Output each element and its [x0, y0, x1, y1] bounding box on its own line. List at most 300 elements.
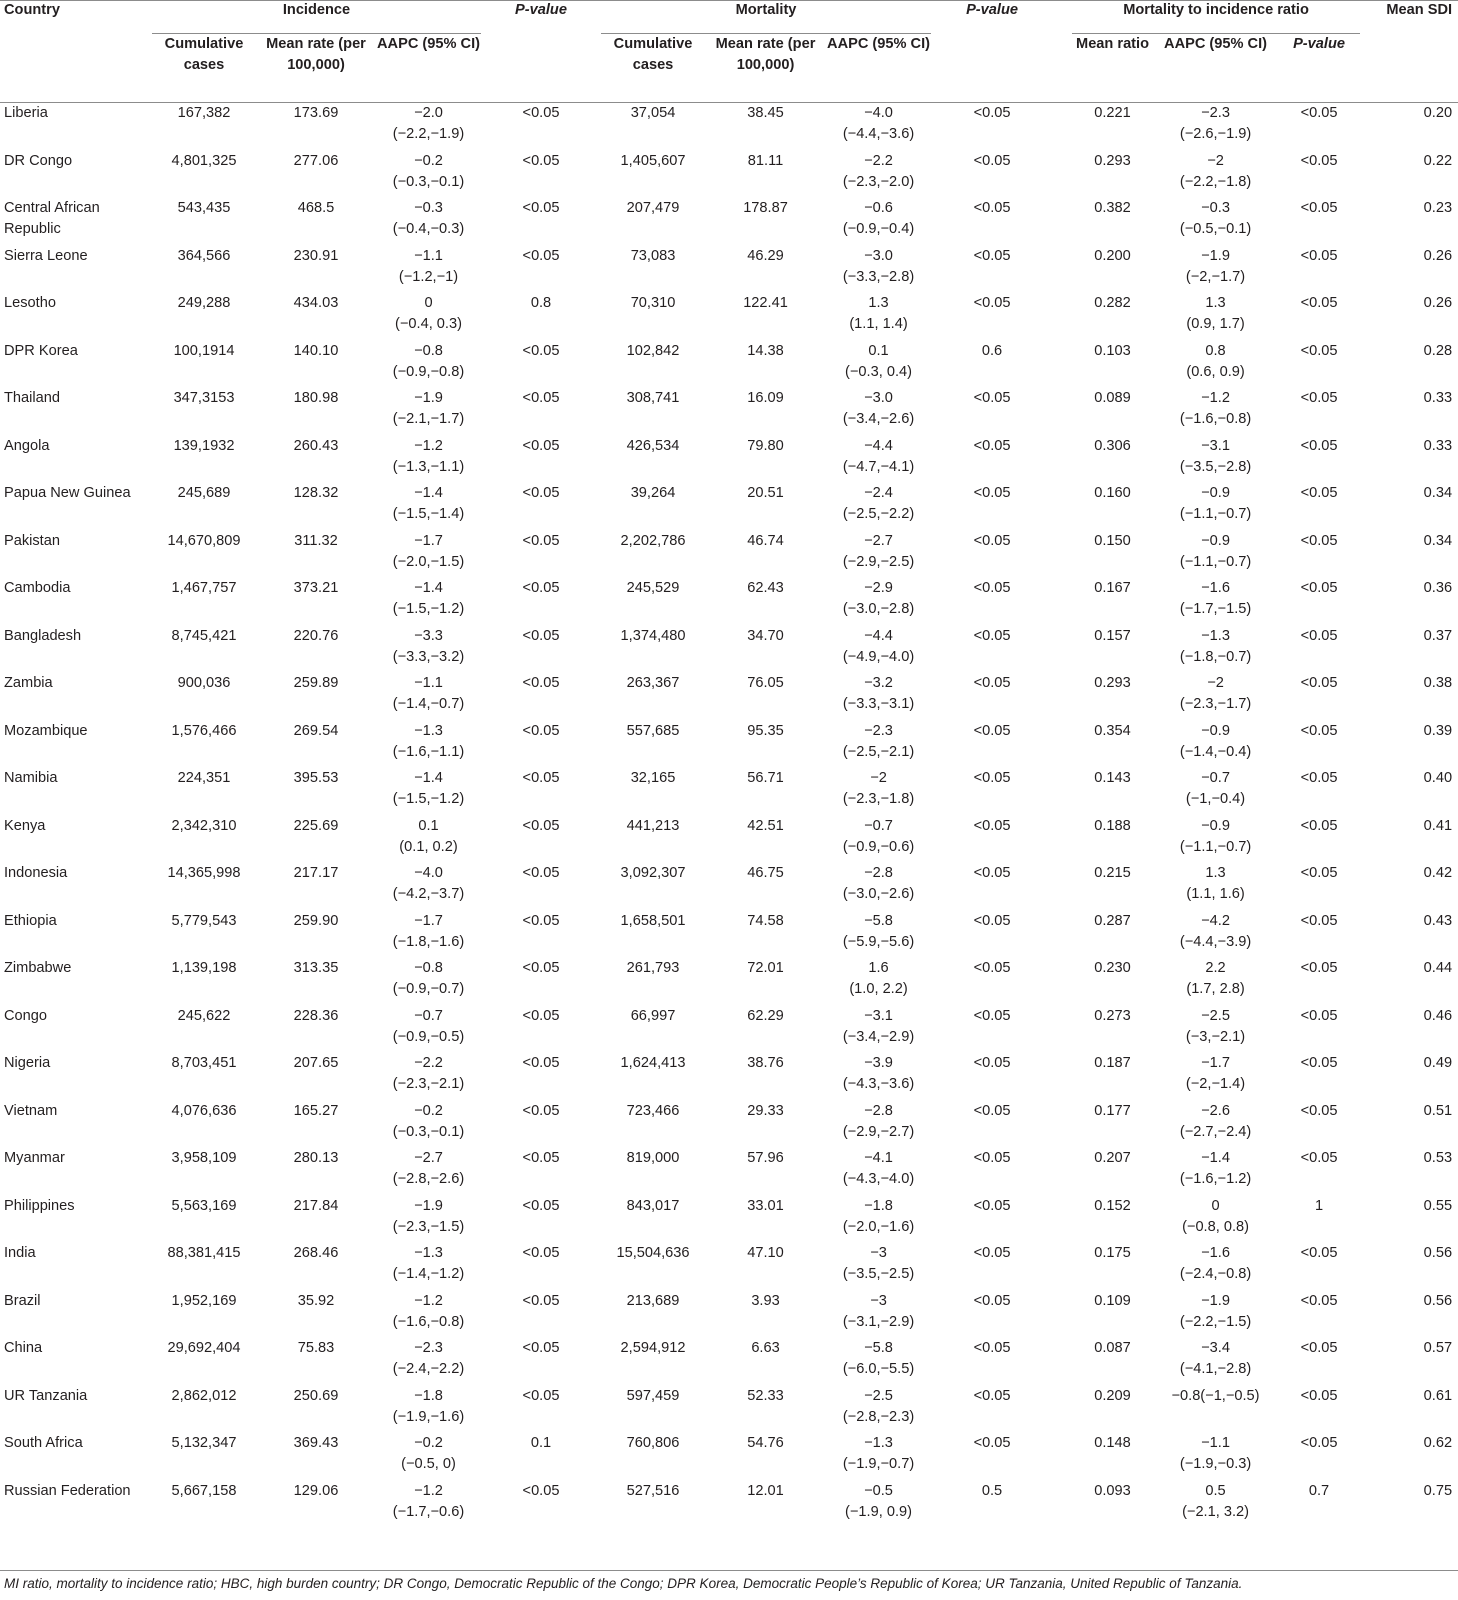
mort-pvalue-cell: [931, 151, 1053, 199]
country-cell: [0, 1053, 152, 1101]
inc-aapc-value: −3.3: [414, 627, 443, 644]
inc-p-value: <0.05: [522, 1482, 560, 1499]
mean-sdi-cell: [1360, 436, 1458, 484]
inc-mean-rate-cell: [256, 151, 376, 199]
sdi-value: 0.56: [1423, 1245, 1453, 1261]
mir-ratio-cell: [1072, 198, 1153, 246]
mort-cumulative-cell: [601, 721, 705, 769]
mort-p-value: <0.05: [973, 390, 1011, 406]
table-row: [0, 293, 1458, 341]
country-value: Sierra Leone: [4, 247, 88, 264]
table-row: [0, 958, 1458, 1006]
table-row: [0, 673, 1458, 721]
header-row-1: [0, 0, 1458, 34]
mir-aapc-value: −4.2: [1201, 912, 1230, 929]
inc-aapc-value: −1.7: [414, 532, 443, 549]
mort-p-value: <0.05: [973, 532, 1011, 549]
country-value: Zambia: [4, 675, 53, 691]
inc-cumulative-cell: [152, 1006, 256, 1054]
mir-aapc-value: −1.1: [1201, 1435, 1230, 1451]
mort-mean-rate-cell: [705, 1291, 826, 1339]
gap-cell: [1053, 1196, 1072, 1244]
mir-pvalue-cell: [1278, 1053, 1360, 1101]
mir-aapc-value: −0.8(−1,−0.5): [1171, 1387, 1260, 1404]
inc-mean-rate-cell: [256, 1101, 376, 1149]
mort-ci-value: (−5.9,−5.6): [842, 933, 915, 950]
mir-ci-value: (1.7, 2.8): [1186, 981, 1245, 997]
mort-ci-value: (−2.5,−2.1): [842, 743, 915, 760]
mort-mean-rate-cell: [705, 1101, 826, 1149]
sdi-value: 0.23: [1423, 200, 1453, 216]
col-inc-mean-rate: Mean rate (per 100,000): [256, 34, 376, 103]
inc-aapc-value: 0: [424, 295, 433, 311]
inc-cases-value: 245,689: [177, 485, 231, 501]
mort-aapc-cell: [826, 1433, 931, 1481]
inc-aapc-cell: [376, 1338, 481, 1386]
gap-cell: [1053, 1481, 1072, 1529]
sdi-value: 0.22: [1423, 152, 1453, 169]
mir-ci-value: (−2.6,−1.9): [1179, 126, 1252, 142]
mir-aapc-value: 1.3: [1205, 865, 1226, 881]
inc-aapc-cell: [376, 1101, 481, 1149]
mort-mean-rate-cell: [705, 341, 826, 389]
inc-pvalue-cell: [481, 911, 601, 959]
mir-aapc-value: −1.6: [1201, 1245, 1230, 1261]
mort-cumulative-cell: [601, 626, 705, 674]
mean-sdi-cell: [1360, 816, 1458, 864]
country-cell: [0, 816, 152, 864]
mean-sdi-cell: [1360, 151, 1458, 199]
mir-pvalue-cell: [1278, 246, 1360, 294]
inc-aapc-cell: [376, 1148, 481, 1196]
inc-p-value: <0.05: [522, 485, 560, 501]
country-value: Namibia: [4, 770, 58, 786]
table-row: [0, 863, 1458, 911]
gap-cell: [1053, 911, 1072, 959]
mort-ci-value: (−2.9,−2.7): [842, 1123, 915, 1140]
mort-rate-value: 16.09: [747, 390, 784, 406]
inc-p-value: <0.05: [522, 912, 560, 929]
inc-cumulative-cell: [152, 151, 256, 199]
country-value: Indonesia: [4, 865, 68, 881]
mir-ci-value: (−1.1,−0.7): [1179, 506, 1252, 522]
inc-aapc-cell: [376, 1006, 481, 1054]
mort-ci-value: (−2.9,−2.5): [842, 553, 915, 570]
mir-ratio-cell: [1072, 388, 1153, 436]
inc-aapc-value: −1.4: [414, 485, 443, 501]
mean-sdi-cell: [1360, 293, 1458, 341]
country-cell: [0, 1243, 152, 1291]
mean-sdi-cell: [1360, 1481, 1458, 1529]
mort-mean-rate-cell: [705, 863, 826, 911]
country-cell: [0, 531, 152, 579]
inc-pvalue-cell: [481, 1338, 601, 1386]
mir-ratio-cell: [1072, 673, 1153, 721]
mort-aapc-value: −3: [870, 1292, 887, 1309]
country-value: Philippines: [4, 1197, 75, 1214]
inc-p-value: 0.1: [530, 1435, 552, 1451]
mir-pvalue-cell: [1278, 578, 1360, 626]
mean-sdi-cell: [1360, 1243, 1458, 1291]
mort-cases-value: 1,658,501: [620, 912, 686, 929]
inc-aapc-value: −2.0: [414, 105, 443, 121]
inc-cases-value: 88,381,415: [167, 1245, 241, 1261]
pvalue-label: P-value: [966, 2, 1018, 18]
gap-cell: [1053, 1243, 1072, 1291]
mir-ratio-cell: [1072, 768, 1153, 816]
mir-aapc-cell: [1153, 1291, 1278, 1339]
mort-p-value: <0.05: [973, 1292, 1011, 1309]
mir-ratio-cell: [1072, 436, 1153, 484]
mort-cumulative-cell: [601, 103, 705, 151]
mort-aapc-value: −4.4: [864, 437, 893, 454]
mort-cases-value: 723,466: [626, 1102, 680, 1119]
mort-pvalue-cell: [931, 1196, 1053, 1244]
mort-rate-value: 38.45: [747, 105, 784, 121]
mean-sdi-cell: [1360, 721, 1458, 769]
mort-aapc-value: 1.6: [868, 960, 889, 976]
mir-p-value: <0.05: [1300, 1435, 1338, 1451]
mir-ratio-cell: [1072, 151, 1153, 199]
mort-p-value: <0.05: [973, 912, 1011, 929]
inc-p-value: <0.05: [522, 1055, 560, 1071]
mort-rate-value: 56.71: [747, 770, 784, 786]
inc-aapc-value: −1.9: [414, 1197, 443, 1214]
inc-cases-value: 5,667,158: [171, 1482, 237, 1499]
inc-cumulative-cell: [152, 1481, 256, 1529]
inc-pvalue-cell: [481, 1433, 601, 1481]
inc-pvalue-cell: [481, 958, 601, 1006]
mort-aapc-cell: [826, 1338, 931, 1386]
inc-mean-rate-cell: [256, 246, 376, 294]
mir-pvalue-cell: [1278, 1338, 1360, 1386]
country-cell: [0, 911, 152, 959]
sdi-value: 0.51: [1423, 1102, 1453, 1119]
mort-ci-value: (−3.0,−2.6): [842, 886, 915, 902]
gap-cell: [1053, 341, 1072, 389]
gap-cell: [1053, 293, 1072, 341]
inc-ci-value: (−1.5,−1.2): [392, 791, 465, 807]
inc-ci-value: (−0.9,−0.7): [392, 981, 465, 997]
mir-aapc-value: −0.9: [1201, 485, 1230, 501]
mir-p-value: <0.05: [1300, 437, 1338, 454]
mort-cases-value: 37,054: [630, 105, 676, 121]
mort-cases-value: 527,516: [626, 1482, 680, 1499]
mort-p-value: <0.05: [973, 1150, 1011, 1166]
inc-p-value: <0.05: [522, 960, 560, 976]
country-cell: [0, 1433, 152, 1481]
mort-cumulative-cell: [601, 1196, 705, 1244]
inc-aapc-cell: [376, 1053, 481, 1101]
gap-cell: [1053, 626, 1072, 674]
mir-p-value: <0.05: [1300, 532, 1338, 549]
inc-cumulative-cell: [152, 341, 256, 389]
mort-p-value: <0.05: [973, 1245, 1011, 1261]
mort-cases-value: 32,165: [630, 770, 676, 786]
sdi-value: 0.39: [1423, 722, 1453, 739]
mir-pvalue-cell: [1278, 958, 1360, 1006]
mort-cases-value: 760,806: [626, 1435, 680, 1451]
mort-mean-rate-cell: [705, 626, 826, 674]
mort-cases-value: 597,459: [626, 1387, 680, 1404]
mort-aapc-value: −2: [870, 770, 887, 786]
country-cell: [0, 198, 152, 246]
col-incidence-pvalue: [481, 0, 601, 34]
mir-ratio-value: 0.103: [1094, 342, 1131, 359]
mort-p-value: <0.05: [973, 1102, 1011, 1119]
inc-aapc-cell: [376, 863, 481, 911]
table-row: [0, 436, 1458, 484]
inc-pvalue-cell: [481, 768, 601, 816]
mir-ratio-value: 0.167: [1094, 580, 1131, 596]
inc-aapc-value: −1.1: [414, 675, 443, 691]
mir-aapc-cell: [1153, 721, 1278, 769]
inc-p-value: <0.05: [522, 390, 560, 406]
mort-cumulative-cell: [601, 816, 705, 864]
mort-ci-value: (−1.9,−0.7): [842, 1456, 915, 1472]
mort-aapc-value: −3.0: [864, 247, 893, 264]
mir-aapc-value: −0.9: [1201, 532, 1230, 549]
inc-ci-value: (−4.2,−3.7): [392, 886, 465, 902]
mort-aapc-value: −0.7: [864, 817, 893, 834]
mort-pvalue-cell: [931, 1243, 1053, 1291]
inc-rate-value: 260.43: [293, 437, 339, 454]
col-mort-aapc: AAPC (95% CI): [826, 34, 931, 103]
mort-pvalue-cell: [931, 198, 1053, 246]
mort-mean-rate-cell: [705, 1481, 826, 1529]
mort-aapc-cell: [826, 436, 931, 484]
mir-ratio-value: 0.273: [1094, 1007, 1131, 1024]
mir-p-value: <0.05: [1300, 485, 1338, 501]
mean-sdi-cell: [1360, 578, 1458, 626]
mort-p-value: <0.05: [973, 865, 1011, 881]
mir-pvalue-cell: [1278, 1481, 1360, 1529]
inc-cases-value: 347,3153: [173, 390, 235, 406]
mir-ratio-value: 0.209: [1094, 1387, 1131, 1404]
country-cell: [0, 341, 152, 389]
mort-p-value: 0.5: [981, 1482, 1003, 1499]
inc-aapc-cell: [376, 768, 481, 816]
table-row: [0, 1196, 1458, 1244]
inc-p-value: <0.05: [522, 1007, 560, 1024]
col-mort-cumulative: Cumulative cases: [601, 34, 705, 103]
inc-aapc-cell: [376, 1243, 481, 1291]
inc-rate-value: 180.98: [293, 390, 339, 406]
mir-ratio-cell: [1072, 1481, 1153, 1529]
gap-cell: [1053, 246, 1072, 294]
inc-mean-rate-cell: [256, 103, 376, 151]
gap-cell: [1053, 721, 1072, 769]
mort-pvalue-cell: [931, 1291, 1053, 1339]
mir-pvalue-cell: [1278, 531, 1360, 579]
inc-p-value: <0.05: [522, 152, 560, 169]
pvalue-label: P-value: [515, 2, 567, 18]
sdi-value: 0.26: [1423, 295, 1453, 311]
mort-rate-value: 12.01: [747, 1482, 784, 1499]
inc-cases-value: 900,036: [177, 675, 231, 691]
inc-p-value: <0.05: [522, 437, 560, 454]
mort-mean-rate-cell: [705, 198, 826, 246]
mort-mean-rate-cell: [705, 531, 826, 579]
mort-mean-rate-cell: [705, 578, 826, 626]
inc-mean-rate-cell: [256, 531, 376, 579]
sdi-value: 0.34: [1423, 532, 1453, 549]
mort-aapc-cell: [826, 768, 931, 816]
col-inc-aapc: AAPC (95% CI): [376, 34, 481, 103]
mir-aapc-value: −2.5: [1201, 1007, 1230, 1024]
inc-aapc-value: 0.1: [418, 817, 439, 834]
inc-ci-value: (−1.8,−1.6): [392, 933, 465, 950]
inc-rate-value: 395.53: [293, 770, 339, 786]
mort-pvalue-cell: [931, 293, 1053, 341]
mort-aapc-cell: [826, 151, 931, 199]
mort-ci-value: (−2.0,−1.6): [842, 1218, 915, 1235]
country-value: Pakistan: [4, 532, 60, 549]
mort-aapc-value: −0.6: [864, 200, 893, 216]
mort-cases-value: 73,083: [630, 247, 676, 264]
inc-aapc-value: −1.8: [414, 1387, 443, 1404]
mir-pvalue-cell: [1278, 1006, 1360, 1054]
mir-ratio-cell: [1072, 863, 1153, 911]
mir-aapc-cell: [1153, 1243, 1278, 1291]
mort-cases-value: 1,405,607: [620, 152, 686, 169]
mort-aapc-cell: [826, 388, 931, 436]
sdi-value: 0.41: [1423, 817, 1453, 834]
mean-sdi-cell: [1360, 198, 1458, 246]
sdi-value: 0.37: [1423, 627, 1453, 644]
mir-ratio-value: 0.157: [1094, 627, 1131, 644]
mort-pvalue-cell: [931, 1148, 1053, 1196]
inc-aapc-cell: [376, 1433, 481, 1481]
mir-ratio-cell: [1072, 246, 1153, 294]
inc-pvalue-cell: [481, 721, 601, 769]
table-row: [0, 1291, 1458, 1339]
mir-ci-value: (0.6, 0.9): [1186, 363, 1245, 380]
mir-p-value: 0.7: [1308, 1482, 1330, 1499]
inc-rate-value: 128.32: [293, 485, 339, 501]
inc-rate-value: 269.54: [293, 722, 339, 739]
mir-ratio-value: 0.093: [1094, 1482, 1131, 1499]
mort-mean-rate-cell: [705, 388, 826, 436]
inc-mean-rate-cell: [256, 911, 376, 959]
inc-pvalue-cell: [481, 103, 601, 151]
mir-ratio-cell: [1072, 1148, 1153, 1196]
inc-cases-value: 245,622: [177, 1007, 231, 1024]
col-mir-mean-ratio: Mean ratio: [1072, 34, 1153, 103]
mort-pvalue-cell: [931, 483, 1053, 531]
mort-ci-value: (−0.3, 0.4): [845, 363, 912, 380]
inc-aapc-cell: [376, 293, 481, 341]
mir-aapc-value: −0.7: [1201, 770, 1230, 786]
inc-cases-value: 543,435: [177, 200, 231, 216]
country-value: South Africa: [4, 1435, 83, 1451]
inc-cases-value: 3,958,109: [171, 1150, 237, 1166]
mort-aapc-cell: [826, 1481, 931, 1529]
mort-aapc-value: −3.2: [864, 675, 893, 691]
inc-cases-value: 14,670,809: [167, 532, 241, 549]
mir-ci-value: (−2,−1.7): [1185, 268, 1246, 285]
mir-p-value: <0.05: [1300, 1102, 1338, 1119]
mir-p-value: 1: [1314, 1197, 1324, 1214]
table-row: [0, 626, 1458, 674]
country-value: Mozambique: [4, 722, 88, 739]
inc-mean-rate-cell: [256, 436, 376, 484]
inc-cumulative-cell: [152, 1053, 256, 1101]
mort-mean-rate-cell: [705, 103, 826, 151]
country-cell: [0, 1196, 152, 1244]
inc-aapc-value: −0.2: [414, 1435, 443, 1451]
mir-ci-value: (−1.8,−0.7): [1179, 648, 1252, 665]
inc-ci-value: (−2.2,−1.9): [392, 126, 465, 142]
mir-ci-value: (−1.9,−0.3): [1179, 1456, 1252, 1472]
table-row: [0, 483, 1458, 531]
inc-mean-rate-cell: [256, 768, 376, 816]
inc-p-value: <0.05: [522, 1102, 560, 1119]
mir-ci-value: (−1.6,−0.8): [1179, 411, 1252, 427]
mort-p-value: <0.05: [973, 105, 1011, 121]
mort-p-value: <0.05: [973, 1387, 1011, 1404]
mort-ci-value: (−2.8,−2.3): [842, 1408, 915, 1425]
gap-cell: [1053, 436, 1072, 484]
inc-rate-value: 373.21: [293, 580, 339, 596]
col-group-incidence: Incidence: [152, 0, 481, 34]
mort-rate-value: 62.43: [747, 580, 784, 596]
inc-p-value: <0.05: [522, 722, 560, 739]
mir-ratio-value: 0.215: [1094, 865, 1131, 881]
mir-p-value: <0.05: [1300, 390, 1338, 406]
mir-ci-value: (−2.7,−2.4): [1179, 1123, 1252, 1140]
inc-pvalue-cell: [481, 1386, 601, 1434]
mir-ratio-value: 0.109: [1094, 1292, 1131, 1309]
inc-rate-value: 230.91: [293, 247, 339, 264]
mir-p-value: <0.05: [1300, 912, 1338, 929]
inc-p-value: <0.05: [522, 1197, 560, 1214]
gap-cell: [1053, 1006, 1072, 1054]
inc-p-value: <0.05: [522, 675, 560, 691]
mort-ci-value: (−3.5,−2.5): [842, 1266, 915, 1282]
table-row: [0, 151, 1458, 199]
inc-aapc-value: −1.3: [414, 1245, 443, 1261]
inc-ci-value: (−1.4,−1.2): [392, 1266, 465, 1282]
inc-cumulative-cell: [152, 103, 256, 151]
inc-ci-value: (−1.4,−0.7): [392, 696, 465, 712]
mort-p-value: <0.05: [973, 1007, 1011, 1024]
mir-ci-value: (−1.4,−0.4): [1179, 743, 1252, 760]
mir-aapc-cell: [1153, 1433, 1278, 1481]
inc-aapc-cell: [376, 341, 481, 389]
inc-cases-value: 14,365,998: [167, 865, 241, 881]
inc-ci-value: (−1.6,−1.1): [392, 743, 465, 760]
country-cell: [0, 1291, 152, 1339]
sdi-value: 0.43: [1423, 912, 1453, 929]
header-empty: [481, 34, 601, 103]
mort-aapc-value: 1.3: [868, 295, 889, 311]
mir-aapc-value: 0.8: [1205, 342, 1226, 359]
sdi-value: 0.20: [1423, 105, 1453, 121]
mort-aapc-value: −3.1: [864, 1007, 893, 1024]
mort-cumulative-cell: [601, 388, 705, 436]
country-cell: [0, 1338, 152, 1386]
country-cell: [0, 1148, 152, 1196]
mir-pvalue-cell: [1278, 816, 1360, 864]
inc-p-value: <0.05: [522, 580, 560, 596]
inc-ci-value: (−0.3,−0.1): [392, 1123, 465, 1140]
mean-sdi-cell: [1360, 483, 1458, 531]
mort-rate-value: 46.29: [747, 247, 784, 264]
inc-mean-rate-cell: [256, 1196, 376, 1244]
mir-ci-value: (−3,−2.1): [1185, 1028, 1246, 1045]
inc-aapc-cell: [376, 911, 481, 959]
